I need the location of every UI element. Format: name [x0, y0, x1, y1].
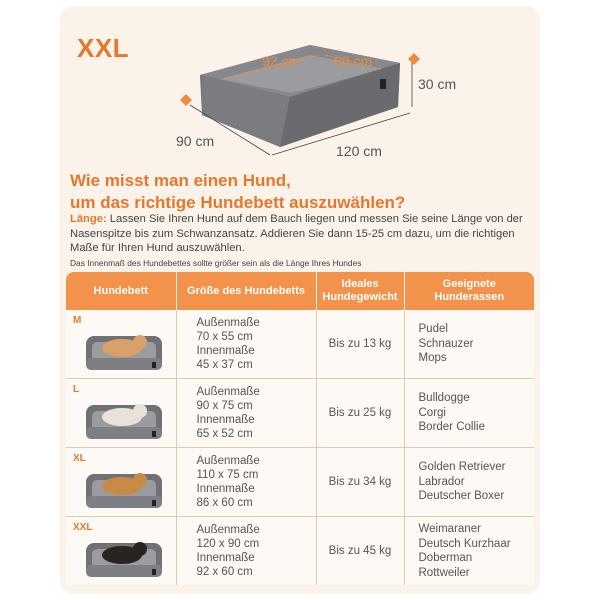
size-cell — [176, 379, 316, 448]
breed-item: Border Collie — [418, 421, 485, 434]
breed-item: Pudel — [418, 323, 448, 336]
bed-cell — [66, 517, 176, 586]
table-row — [66, 517, 534, 586]
size-outer-label: Außenmaße — [196, 524, 260, 536]
length-label: Länge: — [70, 213, 107, 225]
breed-item: Doberman — [418, 552, 473, 564]
weight-cell: Bis zu 13 kg — [316, 310, 404, 379]
breed-item: Deutsch Kurzhaar — [418, 537, 511, 550]
header-bed: Hundebett — [66, 272, 176, 310]
bed-tag — [380, 79, 386, 89]
breeds-cell — [404, 448, 534, 517]
size-outer: 90 x 75 cm — [196, 400, 253, 412]
breed-item: Corgi — [418, 406, 446, 419]
size-inner: 65 x 52 cm — [196, 428, 253, 440]
size-note: Das Innenmaß des Hundebettes sollte größer sein als die Länge Ihres Hundes — [70, 258, 362, 268]
breed-item: Deutscher Boxer — [418, 490, 505, 503]
size-outer: 110 x 75 cm — [196, 469, 259, 481]
bed-size-label: XXL — [73, 522, 93, 533]
inner-length-label: 92 cm — [262, 53, 301, 69]
bed-cell — [66, 379, 176, 448]
table-header-row — [66, 272, 534, 310]
size-inner: 45 x 37 cm — [196, 359, 253, 371]
size-inner-label: Innenmaße — [196, 345, 255, 357]
header-size: Größe des Hundebetts — [176, 272, 316, 310]
inner-width-label: 60 cm — [334, 53, 373, 69]
bed-cell — [66, 448, 176, 517]
size-cell — [176, 448, 316, 517]
breeds-cell — [404, 517, 534, 586]
breed-item: Mops — [418, 352, 447, 365]
outer-width-label: 90 cm — [176, 133, 215, 149]
table-row — [66, 379, 534, 448]
size-inner: 92 x 60 cm — [196, 566, 253, 578]
header-breeds: Geeignete Hunderassen — [404, 272, 534, 310]
dog-bed-photo — [82, 529, 166, 581]
size-cell — [176, 310, 316, 379]
breed-item: Bulldogge — [418, 392, 470, 405]
weight-cell: Bis zu 25 kg — [316, 379, 404, 448]
height-label: 30 cm — [418, 76, 457, 92]
breed-item: Golden Retriever — [418, 461, 506, 474]
table-row — [66, 310, 534, 379]
bed-size-label: XL — [73, 453, 86, 464]
bed-size-label: M — [73, 315, 82, 326]
dog-bed-photo — [82, 391, 166, 443]
breed-item: Weimaraner — [418, 523, 481, 535]
dog-bed-photo — [82, 460, 166, 512]
bed-size-label: L — [73, 384, 80, 395]
size-outer: 70 x 55 cm — [196, 331, 253, 343]
size-outer-label: Außenmaße — [196, 455, 260, 467]
size-outer-label: Außenmaße — [196, 386, 260, 398]
size-inner-label: Innenmaße — [196, 414, 255, 426]
size-outer-label: Außenmaße — [196, 317, 260, 329]
size-inner-label: Innenmaße — [196, 483, 255, 495]
breeds-cell — [404, 310, 534, 379]
table-row — [66, 448, 534, 517]
instructions-text — [70, 212, 532, 256]
dog-bed-photo — [82, 322, 166, 374]
instructions-body: Lassen Sie Ihren Hund auf dem Bauch liegen und messen Sie seine Länge von der Nasenspitze bis zum Schwanzansatz. Addieren Sie dann 15-25 cm dazu, um die richtigen Maße für Ihren Hund auszuwählen. — [70, 213, 523, 255]
bed-cell — [66, 310, 176, 379]
breed-item: Rottweiler — [418, 566, 470, 579]
measure-heading: Wie misst man einen Hund, um das richtige Hundebett auszuwählen? — [70, 171, 406, 212]
size-table — [66, 272, 534, 585]
size-outer: 120 x 90 cm — [196, 538, 260, 550]
header-weight: Ideales Hundegewicht — [316, 272, 404, 310]
weight-cell: Bis zu 45 kg — [316, 517, 404, 586]
hero-bed-illustration — [160, 35, 480, 175]
breed-item: Schnauzer — [418, 337, 474, 350]
size-inner-label: Innenmaße — [196, 552, 255, 564]
size-cell — [176, 517, 316, 586]
breed-item: Labrador — [418, 475, 465, 488]
weight-cell: Bis zu 34 kg — [316, 448, 404, 517]
breeds-cell — [404, 379, 534, 448]
outer-length-label: 120 cm — [336, 143, 382, 159]
size-inner: 86 x 60 cm — [196, 497, 253, 509]
size-tag: XXL — [77, 33, 130, 63]
